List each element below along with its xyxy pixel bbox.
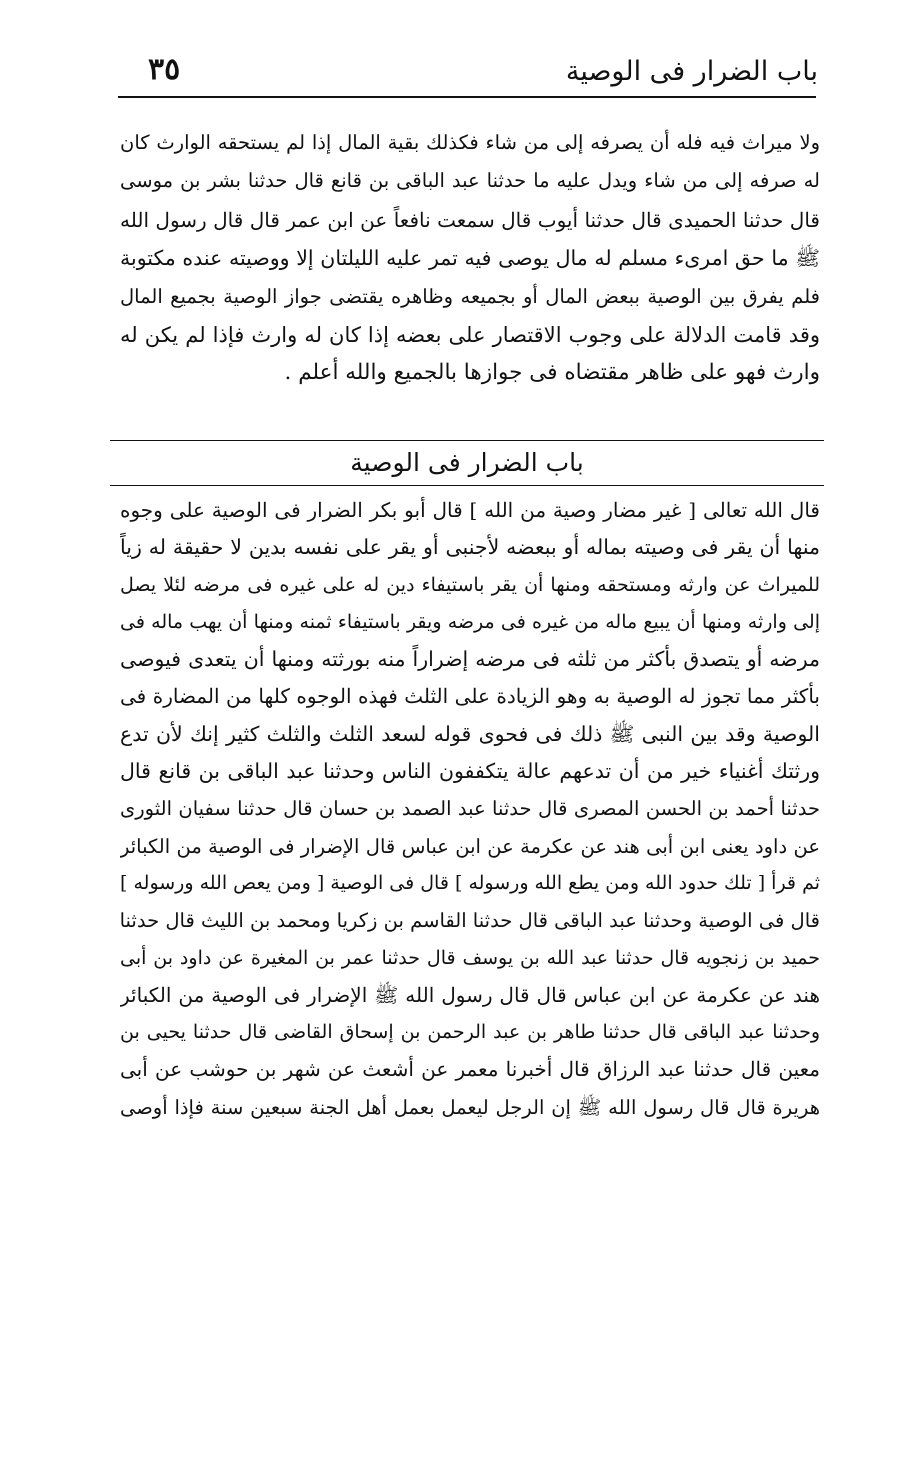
text-line: مرضه أو يتصدق بأكثر من ثلثه فى مرضه إضراراً منه بورثته ومنها أن يتعدى فيوصى [120,647,820,672]
text-line: حميد بن زنجويه قال حدثنا عبد الله بن يوسف قال حدثنا عمر بن المغيرة عن داود بن أبى [120,946,820,969]
text-line: ثم قرأ [ تلك حدود الله ومن يطع الله ورسوله ] قال فى الوصية [ ومن يعص الله ورسوله ] [120,871,820,894]
text-line: فلم يفرق بين الوصية ببعض المال أو بجميعه وظاهره يقتضى جواز الوصية بجميع المال [120,284,820,308]
text-line: ولا ميراث فيه فله أن يصرفه إلى من شاء فكذلك بقية المال إذا لم يستحقه الوارث كان [120,131,820,154]
text-line: الوصية وقد بين النبى ﷺ ذلك فى فحوى قوله لسعد الثلث والثلث كثير إنك لأن تدع [120,721,820,746]
text-line: منها أن يقر فى وصيته بماله أو ببعضه لأجنبى أو يقر على نفسه بدين لا حقيقة له زياً [120,535,820,560]
text-line: قال الله تعالى [ غير مضار وصية من الله ] قال أبو بكر الضرار فى الوصية على وجوه [120,498,820,522]
page-header [118,50,818,96]
paragraph-previous-chapter [120,124,820,393]
section-rule-bottom [110,485,824,486]
text-line: بأكثر مما تجوز له الوصية به وهو الزيادة على الثلث فهذه الوجوه كلها من المضارة فى [120,684,820,709]
text-line: للميراث عن وارثه ومستحقه ومنها أن يقر باستيفاء دين له على غيره فى مرضه لئلا يصل [120,573,820,596]
text-line: وحدثنا عبد الباقى قال حدثنا طاهر بن عبد الرحمن بن إسحاق القاضى قال حدثنا يحيى بن [120,1021,820,1044]
text-line: ورثتك أغنياء خير من أن تدعهم عالة يتكففون الناس وحدثنا عبد الباقى بن قانع قال [120,759,820,784]
text-line: إلى وارثه ومنها أن يبيع ماله من غيره فى مرضه ويقر باستيفاء ثمنه ومنها أن يهب ماله فى [120,610,820,633]
page-number: ٣٥ [148,52,181,87]
text-line: هند عن عكرمة عن ابن عباس قال قال رسول الله ﷺ الإضرار فى الوصية من الكبائر [120,982,820,1007]
text-line: ﷺ ما حق امرىء مسلم له مال يوصى فيه تمر عليه الليلتان إلا ووصيته عنده مكتوبة [120,246,820,271]
paragraph-section-body [120,492,820,1126]
running-title: باب الضرار فى الوصية [565,56,818,87]
text-line: قال فى الوصية وحدثنا عبد الباقى قال حدثنا القاسم بن زكريا ومحمد بن الليث قال حدثنا [120,909,820,933]
text-line: وقد قامت الدلالة على وجوب الاقتصار على بعضه إذا كان له وارث فإذا لم يكن له [120,322,820,347]
section-title: باب الضرار فى الوصية [350,448,584,477]
text-line: له صرفه إلى من شاء ويدل عليه ما حدثنا عبد الباقى بن قانع قال حدثنا بشر بن موسى [120,169,820,193]
section-rule-top [110,440,824,441]
text-line: حدثنا أحمد بن الحسن المصرى قال حدثنا عبد الصمد بن حسان قال حدثنا سفيان الثورى [120,797,820,821]
text-line: عن داود يعنى ابن أبى هند عن عكرمة عن ابن عباس قال الإضرار فى الوصية من الكبائر [120,834,820,858]
text-line: قال حدثنا الحميدى قال حدثنا أيوب قال سمعت نافعاً عن ابن عمر قال قال رسول الله [120,207,820,232]
text-line: هريرة قال قال رسول الله ﷺ إن الرجل ليعمل بعمل أهل الجنة سبعين سنة فإذا أوصى [120,1095,820,1119]
text-line: وارث فهو على ظاهر مقتضاه فى جوازها بالجميع والله أعلم . [284,360,820,386]
header-rule [118,96,816,98]
text-line: معين قال حدثنا عبد الرزاق قال أخبرنا معمر عن أشعث عن شهر بن حوشب عن أبى [120,1057,820,1082]
